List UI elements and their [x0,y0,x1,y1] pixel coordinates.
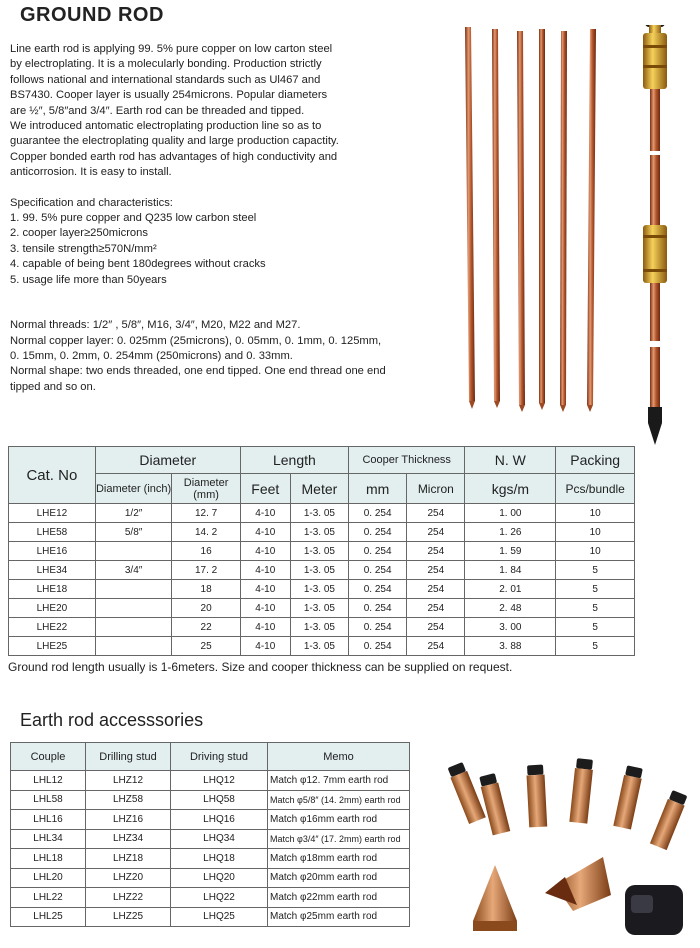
cell-drilling-stud: LHZ25 [86,907,171,927]
cell-nw: 1. 84 [465,561,556,580]
table-row [11,868,410,888]
threads-line: Normal shape: two ends threaded, one end tipped. One end thread one end [10,365,386,378]
cell-memo: Match φ3/4″ (17. 2mm) earth rod [268,829,410,849]
cell-mm: 0. 254 [349,637,407,656]
cell-packing: 5 [556,637,635,656]
table-row [9,618,635,637]
cell-driving-stud: LHQ58 [171,790,268,810]
cell-nw: 1. 26 [465,523,556,542]
cell-feet: 4-10 [240,580,290,599]
table-row [11,790,410,810]
cell-couple: LHL16 [11,810,86,830]
description-line: follows national and international standards such as Ul467 and [10,73,321,86]
coupler-2 [478,773,510,836]
cell-couple: LHL12 [11,771,86,791]
cell-dia-mm: 20 [172,599,240,618]
cell-dia-mm: 17. 2 [172,561,240,580]
header-feet: Feet [240,474,290,504]
cell-micron: 254 [407,618,465,637]
description-line: BS7430. Cooper layer is usually 254microns. Popular diameters [10,89,328,102]
cell-driving-stud: LHQ20 [171,868,268,888]
rod-1 [465,27,475,409]
cell-meter: 1-3. 05 [290,580,348,599]
cell-cat-no: LHE18 [9,580,96,599]
threads-line: Normal copper layer: 0. 025mm (25microns), 0. 05mm, 0. 1mm, 0. 125mm, [10,334,382,347]
header-packing: Packing [556,447,635,474]
table-row [11,771,410,791]
table-row [9,542,635,561]
cell-drilling-stud: LHZ12 [86,771,171,791]
accessories-title: Earth rod accesssories [20,710,204,730]
coupler-1 [447,762,486,824]
cell-micron: 254 [407,542,465,561]
description-line: anticorrosion. It is easy to install. [10,166,172,179]
threads-line: 0. 15mm, 0. 2mm, 0. 254mm (250microns) and 0. 33mm. [10,349,293,362]
cell-driving-stud: LHQ25 [171,907,268,927]
cell-meter: 1-3. 05 [290,599,348,618]
cell-memo: Match φ22mm earth rod [268,888,410,908]
spec-item: 4. capable of being bent 180degrees without cracks [10,258,266,271]
cell-dia-mm: 14. 2 [172,523,240,542]
cell-cat-no: LHE25 [9,637,96,656]
cell-driving-stud: LHQ12 [171,771,268,791]
cell-cat-no: LHE22 [9,618,96,637]
table-row [9,580,635,599]
cell-dia-inch: 5/8″ [95,523,172,542]
cell-memo: Match φ16mm earth rod [268,810,410,830]
cell-feet: 4-10 [240,618,290,637]
cell-couple: LHL25 [11,907,86,927]
cell-packing: 5 [556,599,635,618]
description-line: by electroplating. It is a molecularly bonding. Production strictly [10,58,322,71]
header-kgs: kgs/m [465,474,556,504]
table-row [9,523,635,542]
rod-5 [560,31,567,412]
cell-couple: LHL22 [11,888,86,908]
cell-meter: 1-3. 05 [290,561,348,580]
cell-dia-inch [95,637,172,656]
header-nw: N. W [465,447,556,474]
cell-nw: 1. 00 [465,504,556,523]
cell-nw: 1. 59 [465,542,556,561]
header-pcs: Pcs/bundle [556,474,635,504]
cell-feet: 4-10 [240,599,290,618]
threads-line: Normal threads: 1/2″ , 5/8″, M16, 3/4″, M20, M22 and M27. [10,319,301,332]
table-row [9,561,635,580]
cell-cat-no: LHE12 [9,504,96,523]
cell-dia-mm: 22 [172,618,240,637]
table-row [11,829,410,849]
accessories-image [425,745,700,948]
description-block [10,42,460,395]
cell-dia-mm: 18 [172,580,240,599]
header-meter: Meter [290,474,348,504]
page-title: GROUND ROD [20,4,164,26]
spec-item: 2. cooper layer≥250microns [10,227,148,240]
table-row [11,907,410,927]
cell-micron: 254 [407,561,465,580]
header-memo: Memo [268,743,410,771]
cell-packing: 5 [556,561,635,580]
coupler-5 [613,765,643,829]
cell-cat-no: LHE34 [9,561,96,580]
cell-dia-mm: 12. 7 [172,504,240,523]
cell-mm: 0. 254 [349,561,407,580]
ground-rods-image [455,25,700,455]
drilling-stud [473,865,517,931]
cell-driving-stud: LHQ16 [171,810,268,830]
cell-memo: Match φ20mm earth rod [268,868,410,888]
cell-mm: 0. 254 [349,618,407,637]
cell-drilling-stud: LHZ16 [86,810,171,830]
cell-memo: Match φ25mm earth rod [268,907,410,927]
cell-dia-inch [95,618,172,637]
cell-packing: 5 [556,580,635,599]
rod-4 [539,29,545,410]
header-dia-mm: Diameter (mm) [172,474,240,504]
length-note: Ground rod length usually is 1-6meters. Size and cooper thickness can be supplied on request. [8,660,513,674]
coupler-4 [569,758,594,824]
cell-couple: LHL20 [11,868,86,888]
header-couple: Couple [11,743,86,771]
driving-stud-cap [625,885,683,935]
header-micron: Micron [407,474,465,504]
cell-mm: 0. 254 [349,523,407,542]
driving-stud-tip [545,857,611,911]
coupled-rod [643,25,667,445]
cell-drilling-stud: LHZ22 [86,888,171,908]
header-diameter: Diameter [95,447,240,474]
cell-mm: 0. 254 [349,580,407,599]
header-length: Length [240,447,348,474]
cell-memo: Match φ5/8″ (14. 2mm) earth rod [268,790,410,810]
header-driving-stud: Driving stud [171,743,268,771]
cell-memo: Match φ12. 7mm earth rod [268,771,410,791]
cell-mm: 0. 254 [349,542,407,561]
table-row [11,849,410,869]
cell-driving-stud: LHQ22 [171,888,268,908]
cell-drilling-stud: LHZ20 [86,868,171,888]
cell-micron: 254 [407,504,465,523]
threads-line: tipped and so on. [10,380,96,393]
cell-dia-mm: 16 [172,542,240,561]
cell-dia-inch [95,542,172,561]
description-line: are ½″, 5/8″and 3/4″. Earth rod can be threaded and tipped. [10,104,305,117]
cell-nw: 2. 48 [465,599,556,618]
cell-dia-mm: 25 [172,637,240,656]
cell-meter: 1-3. 05 [290,542,348,561]
table-row [11,888,410,908]
cell-meter: 1-3. 05 [290,618,348,637]
cell-drilling-stud: LHZ58 [86,790,171,810]
cell-micron: 254 [407,523,465,542]
header-mm: mm [349,474,407,504]
header-thickness: Cooper Thickness [349,447,465,474]
spec-item: 3. tensile strength≥570N/mm² [10,242,157,255]
cell-packing: 10 [556,504,635,523]
cell-packing: 10 [556,542,635,561]
cell-feet: 4-10 [240,637,290,656]
cell-feet: 4-10 [240,523,290,542]
cell-drilling-stud: LHZ18 [86,849,171,869]
cell-micron: 254 [407,599,465,618]
description-line: Line earth rod is applying 99. 5% pure copper on low carton steel [10,43,333,55]
rod-3 [517,31,525,412]
cell-cat-no: LHE58 [9,523,96,542]
cell-packing: 5 [556,618,635,637]
cell-mm: 0. 254 [349,504,407,523]
table-row [11,810,410,830]
table-row [9,599,635,618]
table-row [9,637,635,656]
spec-heading: Specification and characteristics: [10,196,173,209]
accessories-table [10,742,410,927]
header-drilling-stud: Drilling stud [86,743,171,771]
cell-nw: 2. 01 [465,580,556,599]
cell-dia-inch: 3/4″ [95,561,172,580]
cell-dia-inch [95,599,172,618]
cell-meter: 1-3. 05 [290,504,348,523]
cell-drilling-stud: LHZ34 [86,829,171,849]
description-line: guarantee the electroplating quality and large production capactity. [10,135,339,148]
cell-driving-stud: LHQ18 [171,849,268,869]
cell-dia-inch: 1/2″ [95,504,172,523]
cell-micron: 254 [407,580,465,599]
rod-2 [492,29,500,408]
cell-meter: 1-3. 05 [290,523,348,542]
cell-feet: 4-10 [240,542,290,561]
spec-item: 1. 99. 5% pure copper and Q235 low carbon steel [10,212,257,225]
cell-memo: Match φ18mm earth rod [268,849,410,869]
cell-mm: 0. 254 [349,599,407,618]
description-line: Copper bonded earth rod has advantages of high conductivity and [10,150,338,163]
cell-micron: 254 [407,637,465,656]
coupler-3 [526,765,547,828]
header-cat-no: Cat. No [9,447,96,504]
cell-nw: 3. 00 [465,618,556,637]
cell-feet: 4-10 [240,561,290,580]
ground-rod-spec-table [8,446,635,656]
cell-meter: 1-3. 05 [290,637,348,656]
spec-item: 5. usage life more than 50years [10,273,167,286]
cell-feet: 4-10 [240,504,290,523]
cell-cat-no: LHE16 [9,542,96,561]
table-row [9,504,635,523]
cell-couple: LHL18 [11,849,86,869]
cell-driving-stud: LHQ34 [171,829,268,849]
cell-couple: LHL58 [11,790,86,810]
cell-dia-inch [95,580,172,599]
cell-nw: 3. 88 [465,637,556,656]
cell-couple: LHL34 [11,829,86,849]
rod-6 [587,29,596,412]
coupler-6 [650,790,688,851]
cell-cat-no: LHE20 [9,599,96,618]
cell-packing: 10 [556,523,635,542]
description-line: We introduced antomatic electroplating production line so as to [10,120,322,133]
header-dia-inch: Diameter (inch) [95,474,172,504]
